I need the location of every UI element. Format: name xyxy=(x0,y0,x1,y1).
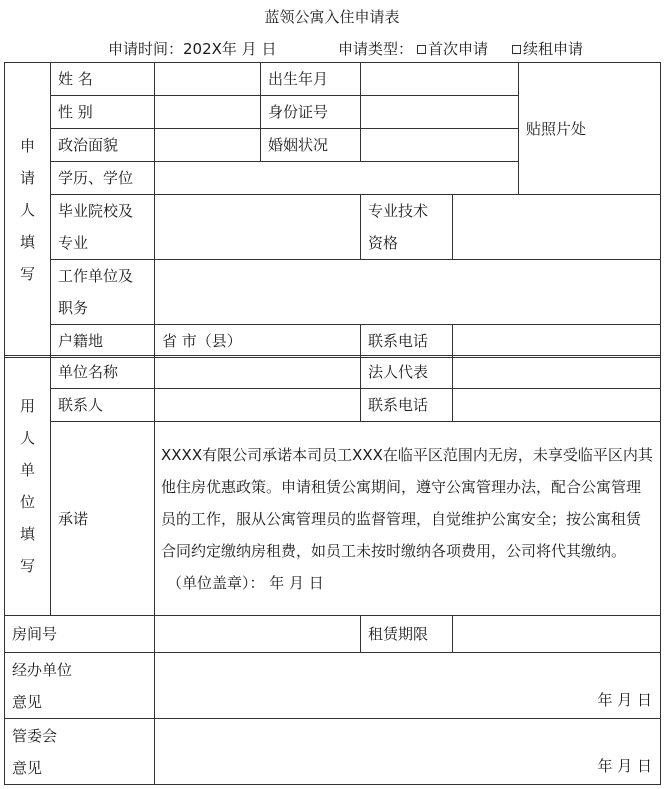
unit-name-field-2[interactable] xyxy=(155,356,361,389)
renew-apply-checkbox[interactable] xyxy=(512,45,521,54)
education-field[interactable] xyxy=(155,162,519,195)
school-major-label: 毕业院校及 专业 xyxy=(51,195,155,260)
id-number-field[interactable] xyxy=(361,96,519,129)
education-label: 学历、学位 xyxy=(51,162,155,195)
unit-seal-line: （单位盖章）： 年 月 日 xyxy=(167,573,324,592)
first-apply-checkbox[interactable] xyxy=(417,45,426,54)
legal-rep-field-2[interactable] xyxy=(453,356,661,389)
work-unit-field[interactable] xyxy=(155,260,661,325)
renew-apply-label: 续租申请 xyxy=(523,40,584,58)
application-form xyxy=(4,62,661,358)
lease-term-label: 租赁期限 xyxy=(361,616,453,653)
page-title: 蓝领公寓入住申请表 xyxy=(264,8,400,26)
tech-qualification-field[interactable] xyxy=(453,195,661,260)
application-time: 申请时间：202X年 月 日 xyxy=(108,40,277,58)
id-number-label: 身份证号 xyxy=(261,96,361,129)
promise-text: XXXX有限公司承诺本司员工XXX在临平区范围内无房，未享受临平区内其他住房优惠政策。申请租赁公寓期间，遵守公寓管理办法，配合公寓管理员的工作，服从公寓管理员的监督管理，自觉维护公寓安全；按公寓租赁合同约定缴纳房租费，如员工未按时缴纳各项费用，公司将代其缴纳。 xyxy=(161,445,653,560)
application-type xyxy=(338,38,583,59)
gender-field[interactable] xyxy=(155,96,261,129)
room-number-field[interactable] xyxy=(155,616,361,653)
agency-date: 年 月 日 xyxy=(597,691,652,709)
employer-phone-field-2[interactable] xyxy=(453,389,661,422)
room-number-label: 房间号 xyxy=(5,616,155,653)
applicant-phone-label: 联系电话 xyxy=(361,325,453,358)
application-type-label: 申请类型： xyxy=(338,40,414,58)
name-field[interactable] xyxy=(155,63,261,96)
politics-label: 政治面貌 xyxy=(51,129,155,162)
employer-phone-label-2: 联系电话 xyxy=(361,389,453,422)
marital-field[interactable] xyxy=(361,129,519,162)
first-apply-label: 首次申请 xyxy=(428,40,489,58)
tech-qualification-label: 专业技术 资格 xyxy=(361,195,453,260)
unit-name-label-2: 单位名称 xyxy=(51,356,155,389)
legal-rep-label-2: 法人代表 xyxy=(361,356,453,389)
applicant-phone-field[interactable] xyxy=(453,325,661,358)
applicant-section-label: 申请人填写 xyxy=(5,63,51,358)
marital-label: 婚姻状况 xyxy=(261,129,361,162)
hukou-label: 户籍地 xyxy=(51,325,155,358)
contact-label-2: 联系人 xyxy=(51,389,155,422)
committee-date: 年 月 日 xyxy=(597,757,652,775)
hukou-field[interactable]: 省 市（县） xyxy=(155,325,361,358)
agency-opinion-label: 经办单位 意见 xyxy=(5,653,155,719)
employer-section-label: 用人单位填写 xyxy=(5,356,51,616)
contact-field-2[interactable] xyxy=(155,389,361,422)
agency-opinion-field[interactable] xyxy=(155,653,661,719)
photo-area[interactable]: 贴照片处 xyxy=(519,63,661,195)
promise-box xyxy=(155,422,661,616)
lease-term-field[interactable] xyxy=(453,616,661,653)
gender-label: 性 别 xyxy=(51,96,155,129)
name-label: 姓 名 xyxy=(51,63,155,96)
work-unit-label: 工作单位及 职务 xyxy=(51,260,155,325)
birth-label: 出生年月 xyxy=(261,63,361,96)
committee-opinion-field[interactable] xyxy=(155,719,661,785)
promise-label: 承诺 xyxy=(51,422,155,616)
politics-field[interactable] xyxy=(155,129,261,162)
committee-opinion-label: 管委会 意见 xyxy=(5,719,155,785)
employer-form xyxy=(4,355,661,785)
birth-field[interactable] xyxy=(361,63,519,96)
school-major-field[interactable] xyxy=(155,195,361,260)
